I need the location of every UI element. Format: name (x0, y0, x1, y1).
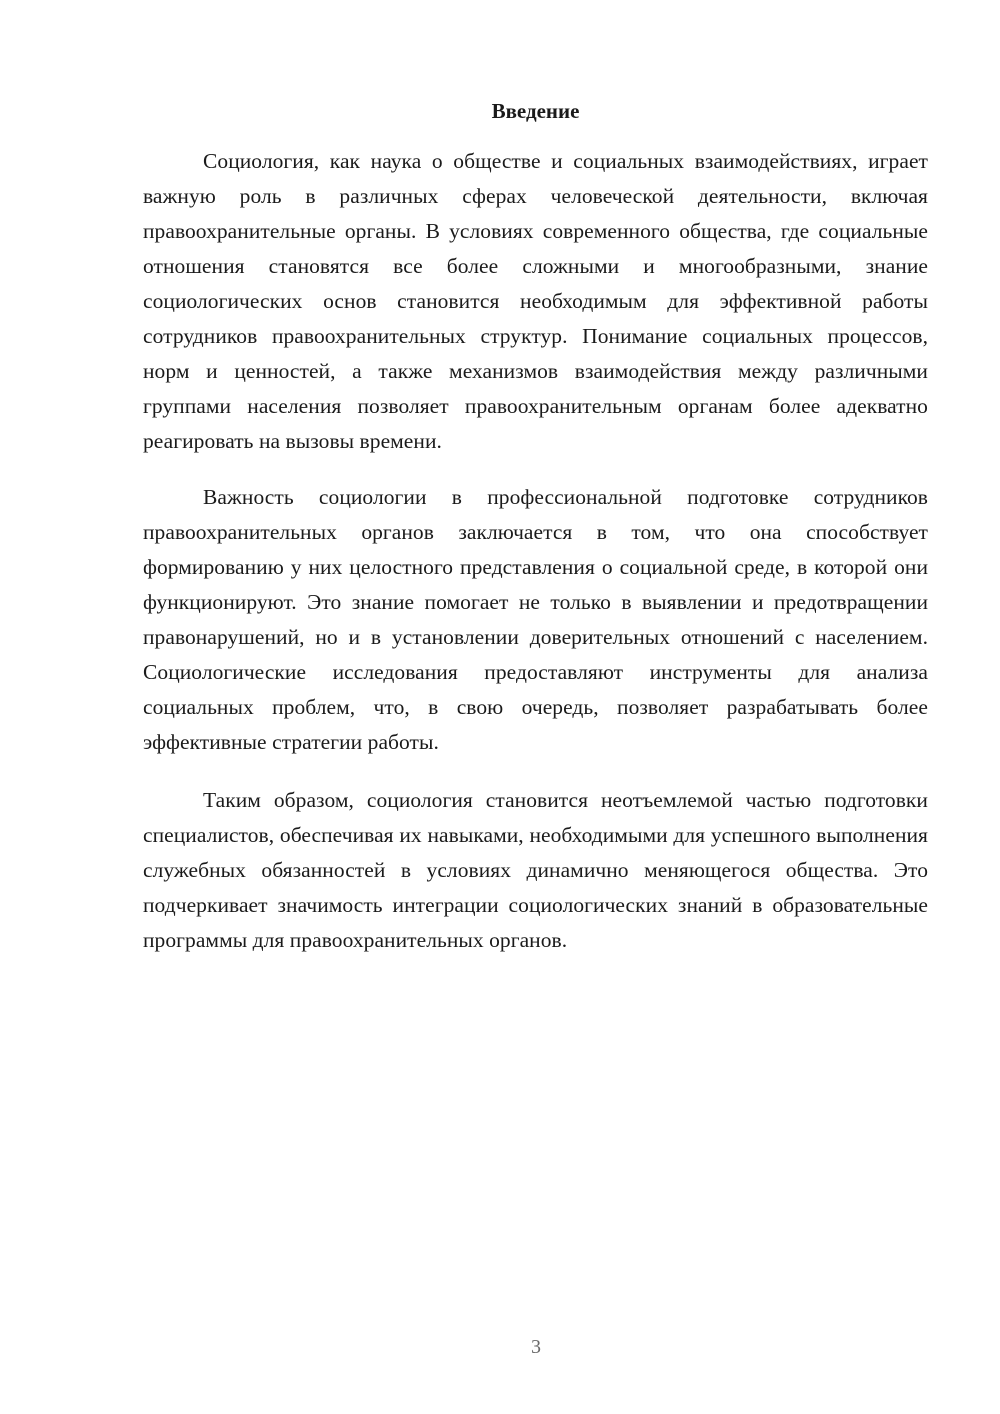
paragraph-intro: Социология, как наука о обществе и социальных взаимодействиях, играет важную роль в различных сферах человеческой деятельности, включая правоохранительные органы. В условиях современного общества, где социальные отношения становятся все более сложными и многообразными, знание социологических основ становится необходимым для эффективной работы сотрудников правоохранительных структур. Понимание социальных процессов, норм и ценностей, а также механизмов взаимодействия между различными группами населения позволяет правоохранительным органам более адекватно реагировать на вызовы времени. (143, 149, 928, 453)
paragraph-importance: Важность социологии в профессиональной подготовке сотрудников правоохранительных органов заключается в том, что она способствует формированию у них целостного представления о социальной среде, в которой они функционируют. Это знание помогает не только в выявлении и предотвращении правонарушений, но и в установлении доверительных отношений с населением. Социологические исследования предоставляют инструменты для анализа социальных проблем, что, в свою очередь, позволяет разрабатывать более эффективные стратегии работы. (143, 485, 928, 754)
page-title: Введение (491, 99, 580, 123)
page-number: 3 (531, 1336, 541, 1358)
document-body (143, 144, 928, 958)
paragraph-conclusion: Таким образом, социология становится неотъемлемой частью подготовки специалистов, обеспечивая их навыками, необходимыми для успешного выполнения служебных обязанностей в условиях динамично меняющегося общества. Это подчеркивает значимость интеграции социологических знаний в образовательные программы для правоохранительных органов. (143, 788, 928, 952)
